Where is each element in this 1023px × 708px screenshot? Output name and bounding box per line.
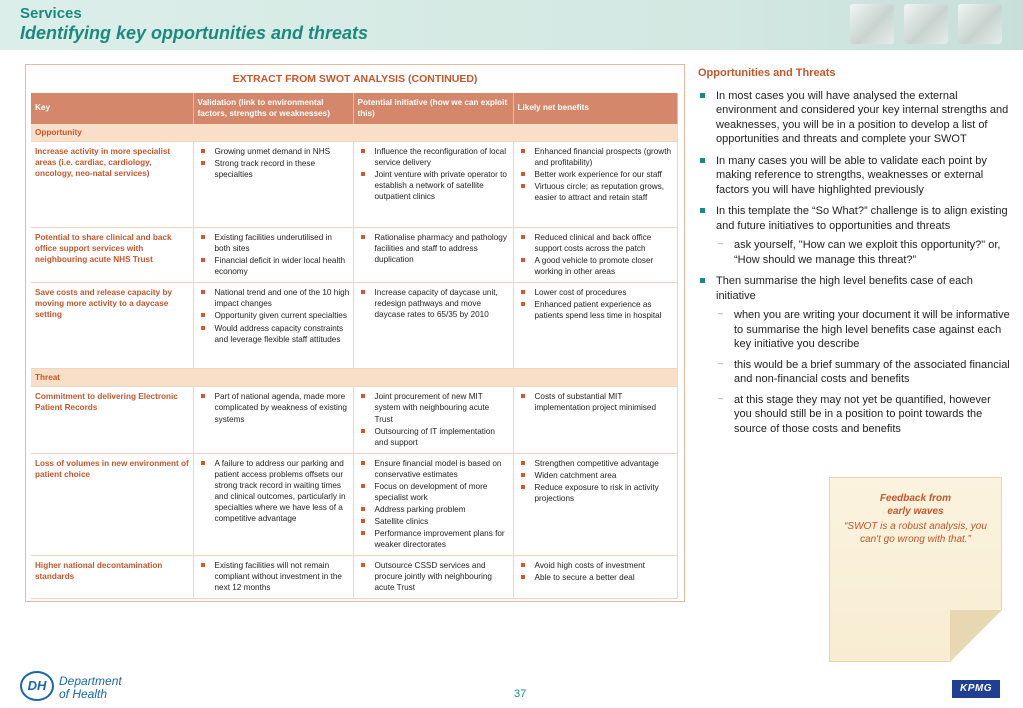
initiative-cell [353, 142, 513, 228]
dh-wordmark-line-2: of Health [59, 687, 108, 702]
list-item: Enhanced financial prospects (growth and profitability) [518, 146, 674, 168]
validation-cell [193, 228, 353, 283]
table-row [31, 142, 677, 228]
dh-wordmark [59, 675, 122, 701]
row-key: Potential to share clinical and back office support services with neighbouring acute NHS Trust [31, 228, 193, 283]
list-item: Outsourcing of IT implementation and support [358, 426, 510, 448]
table-row [31, 387, 677, 453]
header-band [0, 0, 1023, 50]
feedback-title-line-1: Feedback from [879, 493, 952, 504]
list-item: National trend and one of the 10 high impact changes [198, 287, 350, 309]
initiative-cell [353, 556, 513, 599]
list-item: A failure to address our parking and patient access problems offsets our strong track record in waiting times and clinical outcomes, particularly in specialties where we have less of a competitive advantage [198, 458, 350, 524]
list-item: Enhanced patient experience as patients spend less time in hospital [518, 299, 674, 321]
list-item: Ensure financial model is based on conservative estimates [358, 458, 510, 480]
guidance-point: In many cases you will be able to validate each point by making reference to strengths, weaknesses or external factors you will have highlighted previously [698, 154, 1010, 198]
benefits-cell [513, 453, 677, 556]
table-row [31, 283, 677, 369]
list-item: Focus on development of more specialist work [358, 481, 510, 503]
initiative-cell [353, 228, 513, 283]
benefits-cell [513, 387, 677, 453]
guidance-heading: Opportunities and Threats [698, 67, 836, 79]
benefits-cell [513, 228, 677, 283]
page-number: 37 [514, 688, 527, 700]
list-item: Joint venture with private operator to establish a network of satellite outpatient clinics [358, 169, 510, 202]
row-key: Increase activity in more specialist areas (i.e. cardiac, cardiology, oncology, neo-natal services) [31, 142, 193, 228]
header-photo-2 [904, 4, 948, 44]
table-row [31, 556, 677, 599]
guidance-subpoints [698, 308, 1010, 436]
page-curl [950, 610, 1002, 662]
column-header-validation: Validation (link to environmental factors, strengths or weaknesses) [193, 93, 353, 124]
guidance-subpoint: – ask yourself, "How can we exploit this opportunity?" or, “How should we manage this threat?” [716, 238, 1010, 267]
guidance-point: Then summarise the high level benefits case of each initiative [698, 274, 1010, 303]
initiative-cell [353, 453, 513, 556]
feedback-title-line-2: early waves [887, 506, 944, 517]
page-title: Identifying key opportunities and threats [20, 23, 369, 43]
section-label-opportunity: Opportunity [31, 124, 677, 142]
header-photo-1 [850, 4, 894, 44]
table-row [31, 453, 677, 556]
list-item: Would address capacity constraints and leverage flexible staff attitudes [198, 323, 350, 345]
validation-cell [193, 142, 353, 228]
swot-table [31, 93, 678, 599]
initiative-cell [353, 283, 513, 369]
column-header-benefits: Likely net benefits [513, 93, 677, 124]
list-item: Better work experience for our staff [518, 169, 674, 180]
column-header-initiative: Potential initiative (how we can exploit this) [353, 93, 513, 124]
list-item: Opportunity given current specialties [198, 310, 350, 321]
list-item: Outsource CSSD services and procure jointly with neighbouring acute Trust [358, 560, 510, 593]
list-item: Address parking problem [358, 504, 510, 515]
validation-cell [193, 283, 353, 369]
list-item: Financial deficit in wider local health economy [198, 255, 350, 277]
header-photo-3 [958, 4, 1002, 44]
guidance-subpoint: – at this stage they may not yet be quantified, however you should still be in a position to point towards the source of those costs and benefits [716, 393, 1010, 437]
section-row-opportunity [31, 124, 677, 142]
list-item: Reduced clinical and back office support costs across the patch [518, 232, 674, 254]
list-item: Existing facilities underutilised in both sites [198, 232, 350, 254]
guidance-point: In this template the “So What?” challenge is to align existing and future initiatives to opportunities and threats [698, 204, 1010, 233]
list-item: Growing unmet demand in NHS [198, 146, 350, 157]
list-item: Part of national agenda, made more complicated by weakness of existing systems [198, 391, 350, 424]
dh-logo-icon: DH [20, 671, 54, 701]
feedback-quote: “SWOT is a robust analysis, you can't go wrong with that.” [844, 521, 987, 545]
table-title: EXTRACT FROM SWOT ANALYSIS (CONTINUED) [232, 73, 478, 85]
list-item: Lower cost of procedures [518, 287, 674, 298]
benefits-cell [513, 142, 677, 228]
list-item: Costs of substantial MIT implementation project minimised [518, 391, 674, 413]
benefits-cell [513, 283, 677, 369]
row-key: Commitment to delivering Electronic Patient Records [31, 387, 193, 453]
list-item: Virtuous circle; as reputation grows, easier to attract and retain staff [518, 181, 674, 203]
validation-cell [193, 556, 353, 599]
row-key: Higher national decontamination standards [31, 556, 193, 599]
list-item: Joint procurement of new MIT system with neighbouring acute Trust [358, 391, 510, 424]
feedback-note [829, 477, 1002, 662]
list-item: Increase capacity of daycase unit, redesign pathways and move daycase rates to 65/35 by 2010 [358, 287, 510, 320]
validation-cell [193, 387, 353, 453]
list-item: Performance improvement plans for weaker directorates [358, 528, 510, 550]
row-key: Loss of volumes in new environment of patient choice [31, 453, 193, 556]
list-item: Influence the reconfiguration of local service delivery [358, 146, 510, 168]
table-header-row [31, 93, 677, 124]
row-key: Save costs and release capacity by moving more activity to a daycase setting [31, 283, 193, 369]
initiative-cell [353, 387, 513, 453]
guidance-text [698, 66, 1010, 443]
column-header-key: Key [31, 93, 193, 124]
guidance-point: In most cases you will have analysed the external environment and considered your key internal strengths and weaknesses, you will be in a position to develop a list of opportunities and threats and complete your SWOT [698, 89, 1010, 147]
list-item: Reduce exposure to risk in activity projections [518, 482, 674, 504]
guidance-subpoints [698, 238, 1010, 267]
list-item: Rationalise pharmacy and pathology facilities and staff to address duplication [358, 232, 510, 265]
list-item: Strong track record in these specialties [198, 158, 350, 180]
list-item: Strengthen competitive advantage [518, 458, 674, 469]
swot-extract-panel [25, 64, 685, 602]
guidance-subpoint: – this would be a brief summary of the associated financial and non-financial costs and benefits [716, 358, 1010, 387]
list-item: Avoid high costs of investment [518, 560, 674, 571]
benefits-cell [513, 556, 677, 599]
section-label-threat: Threat [31, 369, 677, 387]
dh-wordmark-line-1: Department [59, 674, 122, 688]
kpmg-logo: KPMG [952, 680, 1000, 698]
feedback-title [830, 492, 1001, 518]
guidance-subpoint: – when you are writing your document it will be informative to summarise the high level benefits case against each key initiative you describe [716, 308, 1010, 352]
list-item: Able to secure a better deal [518, 572, 674, 583]
list-item: Existing facilities will not remain compliant without investment in the next 12 months [198, 560, 350, 593]
list-item: A good vehicle to promote closer working in other areas [518, 255, 674, 277]
table-row [31, 228, 677, 283]
validation-cell [193, 453, 353, 556]
list-item: Satellite clinics [358, 516, 510, 527]
section-label: Services [20, 5, 82, 22]
list-item: Widen catchment area [518, 470, 674, 481]
section-row-threat [31, 369, 677, 387]
